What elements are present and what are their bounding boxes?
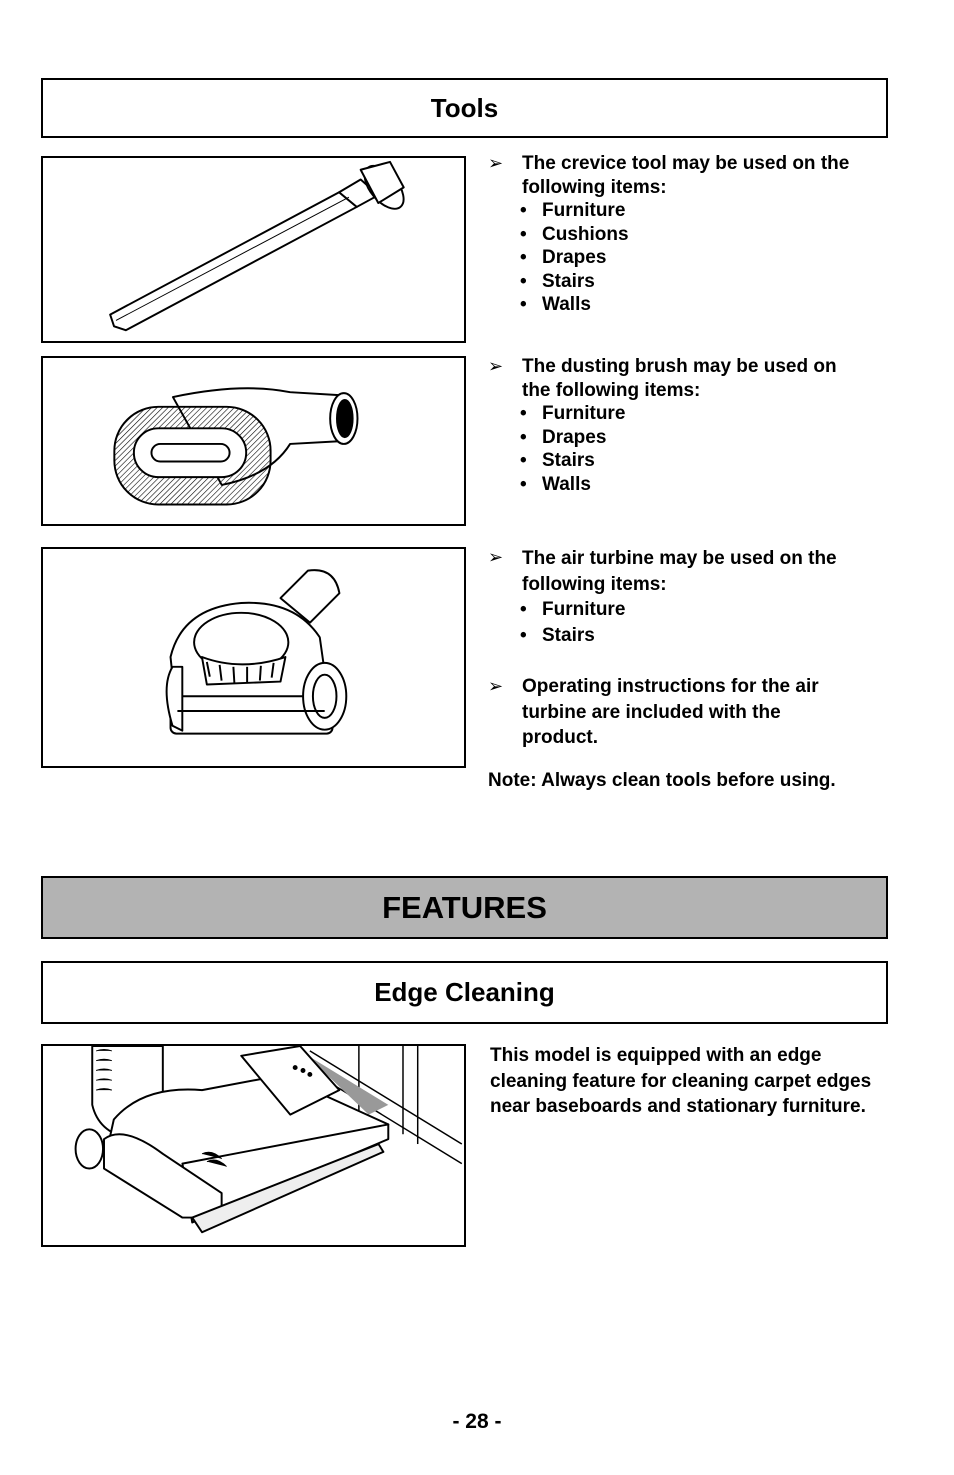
list-item: • Walls: [520, 293, 898, 317]
turbine-intro-line1: The air turbine may be used on the: [522, 548, 837, 569]
arrow-icon: ➢: [488, 676, 504, 696]
page-number: - 28 -: [452, 1410, 502, 1433]
list-item: • Furniture: [520, 597, 898, 623]
edge-cleaning-text: This model is equipped with an edge cleaning feature for cleaning carpet edges near baseboards and stationary furniture.: [490, 1045, 872, 1117]
tools-note: Note: Always clean tools before using.: [488, 769, 836, 791]
crevice-tool-text: [488, 152, 898, 317]
list-item: • Furniture: [520, 199, 898, 223]
brush-item-list: [488, 402, 898, 496]
list-item: • Cushions: [520, 223, 898, 247]
features-title: FEATURES: [382, 889, 547, 925]
crevice-intro-line2: following items:: [522, 176, 667, 198]
ops-line1: Operating instructions for the air: [522, 676, 819, 697]
air-turbine-illustration: [41, 547, 466, 768]
ops-line2: turbine are included with the: [522, 701, 781, 723]
turbine-intro: [488, 546, 898, 597]
tools-title: Tools: [430, 92, 499, 123]
brush-intro: [488, 355, 898, 402]
brush-intro-line1: The dusting brush may be used on: [522, 356, 837, 377]
crevice-tool-illustration: [41, 156, 466, 343]
edge-cleaning-illustration: [41, 1044, 466, 1247]
arrow-icon: ➢: [488, 547, 504, 567]
list-item: • Drapes: [520, 246, 898, 270]
list-item: • Walls: [520, 473, 898, 497]
edge-cleaning-title: Edge Cleaning: [374, 977, 555, 1007]
air-turbine-text: [488, 546, 898, 792]
brush-intro-line2: the following items:: [522, 379, 701, 401]
arrow-icon: ➢: [488, 153, 504, 173]
list-item: • Stairs: [520, 270, 898, 294]
turbine-operating-instructions: [488, 674, 898, 751]
dusting-brush-illustration: [41, 356, 466, 526]
arrow-icon: ➢: [488, 356, 504, 376]
list-item: • Stairs: [520, 449, 898, 473]
edge-cleaning-header: [41, 961, 888, 1024]
turbine-intro-line2: following items:: [522, 573, 667, 595]
list-item: • Stairs: [520, 623, 898, 649]
crevice-item-list: [488, 199, 898, 317]
features-header: [41, 876, 888, 939]
crevice-intro-line1: The crevice tool may be used on the: [522, 153, 850, 174]
list-item: • Drapes: [520, 426, 898, 450]
tools-header: [41, 78, 888, 138]
turbine-item-list: [488, 597, 898, 648]
list-item: • Furniture: [520, 402, 898, 426]
crevice-intro: [488, 152, 898, 199]
ops-line3: product.: [522, 727, 598, 748]
dusting-brush-text: [488, 355, 898, 496]
